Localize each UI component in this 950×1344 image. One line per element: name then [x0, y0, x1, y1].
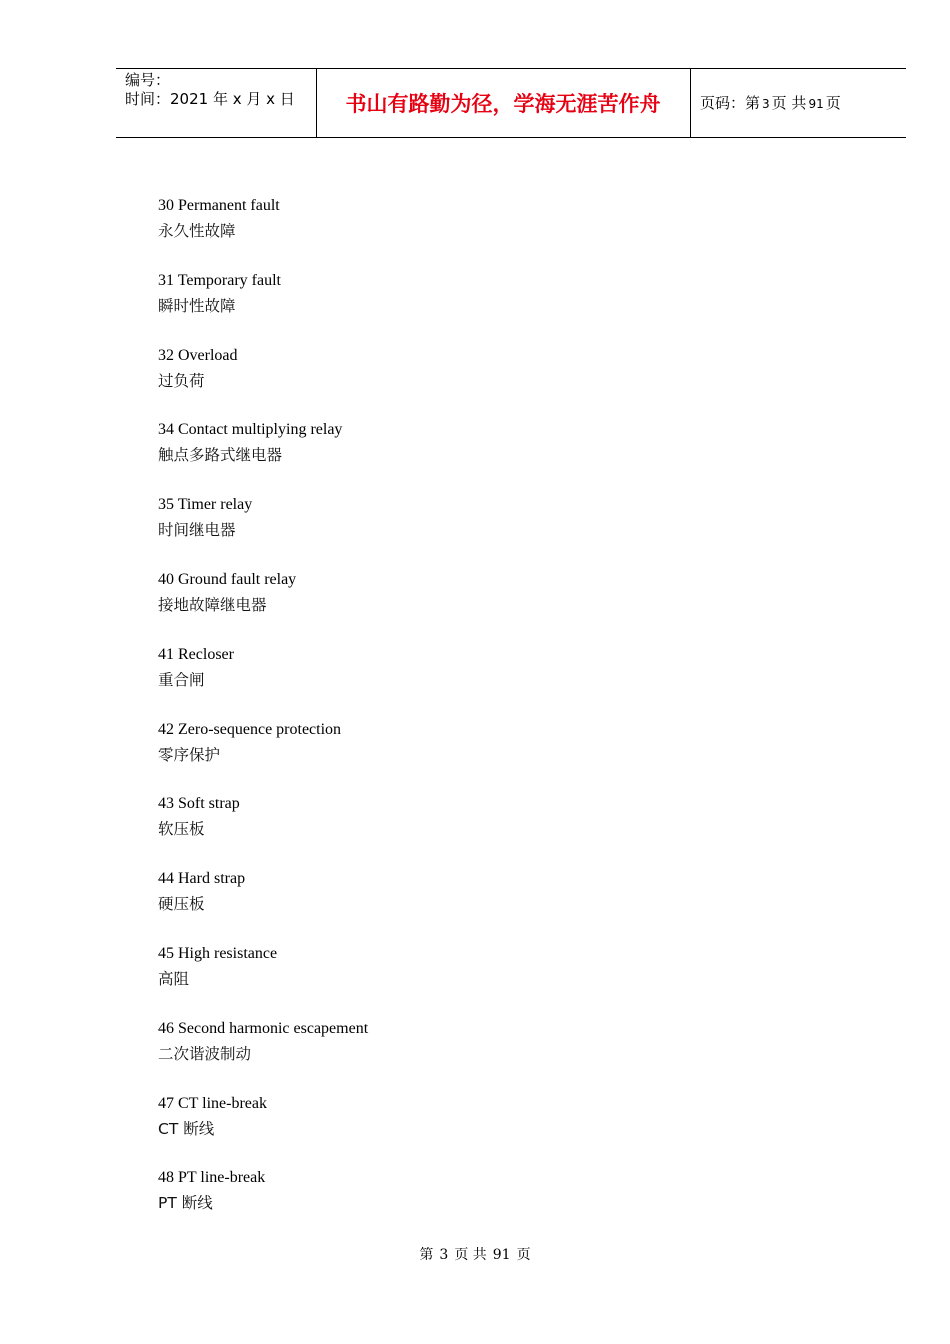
entry-english: 40 Ground fault relay	[158, 570, 297, 588]
glossary-entry	[158, 1091, 758, 1166]
entry-chinese: 软压板	[158, 820, 205, 839]
glossary-entry	[158, 417, 758, 492]
header-meta	[125, 71, 295, 109]
entry-chinese: 触点多路式继电器	[158, 446, 283, 465]
header-divider	[690, 69, 691, 137]
glossary-entry	[158, 642, 758, 717]
time-label: 时间：2021 年 x 月 x 日	[125, 90, 295, 108]
document-header	[116, 68, 906, 138]
entry-chinese: 时间继电器	[158, 521, 236, 540]
glossary-entry	[158, 492, 758, 567]
entry-english: 41 Recloser	[158, 645, 234, 663]
entry-english: 42 Zero-sequence protection	[158, 720, 342, 738]
entry-english: 45 High resistance	[158, 944, 278, 962]
entry-english: 46 Second harmonic escapement	[158, 1019, 369, 1037]
entry-chinese: 二次谐波制动	[158, 1044, 252, 1063]
glossary-entry	[158, 343, 758, 418]
glossary-entry	[158, 1016, 758, 1091]
entry-english: 35 Timer relay	[158, 496, 253, 514]
footer-mid: 页 共	[454, 1247, 487, 1263]
entry-english: 44 Hard strap	[158, 870, 246, 888]
footer-current: 3	[439, 1247, 449, 1263]
entry-chinese: 永久性故障	[158, 222, 236, 240]
footer-prefix: 第	[419, 1247, 434, 1263]
glossary-entry	[158, 791, 758, 866]
page-footer	[0, 1245, 950, 1265]
glossary-entry	[158, 941, 758, 1016]
entry-chinese: 接地故障继电器	[158, 595, 267, 614]
entry-chinese: 硬压板	[158, 895, 205, 914]
glossary-entry	[158, 1165, 758, 1240]
glossary-entry	[158, 866, 758, 941]
glossary-entry	[158, 717, 758, 792]
entry-english: 47 CT line-break	[158, 1094, 268, 1112]
page-mid: 页 共	[771, 94, 807, 112]
code-label: 编号：	[125, 71, 171, 89]
entry-english: 30 Permanent fault	[158, 197, 280, 214]
page-current: 3	[762, 97, 770, 111]
header-page-info	[700, 93, 841, 114]
glossary-entry	[158, 567, 758, 642]
entry-chinese: 高阻	[158, 969, 190, 988]
entry-chinese: 零序保护	[158, 745, 221, 764]
footer-total: 91	[492, 1247, 511, 1263]
entry-chinese: 重合闸	[158, 670, 205, 689]
entry-chinese: 过负荷	[158, 371, 205, 390]
glossary-entry	[158, 268, 758, 343]
entry-english: 34 Contact multiplying relay	[158, 421, 343, 439]
header-motto: 书山有路勤为径，学海无涯苦作舟	[345, 92, 661, 116]
entry-chinese: PT 断线	[158, 1194, 213, 1213]
glossary-entry	[158, 193, 758, 268]
entry-english: 31 Temporary fault	[158, 271, 281, 289]
entry-english: 43 Soft strap	[158, 795, 240, 813]
page-prefix: 页码：第	[700, 94, 761, 112]
page-total: 91	[808, 97, 824, 111]
footer-suffix: 页	[516, 1247, 531, 1263]
entry-chinese: 瞬时性故障	[158, 296, 236, 315]
page-suffix: 页	[825, 94, 841, 112]
entry-chinese: CT 断线	[158, 1119, 215, 1138]
entry-english: 32 Overload	[158, 346, 238, 364]
glossary-list	[158, 193, 758, 1240]
entry-english: 48 PT line-break	[158, 1169, 266, 1187]
